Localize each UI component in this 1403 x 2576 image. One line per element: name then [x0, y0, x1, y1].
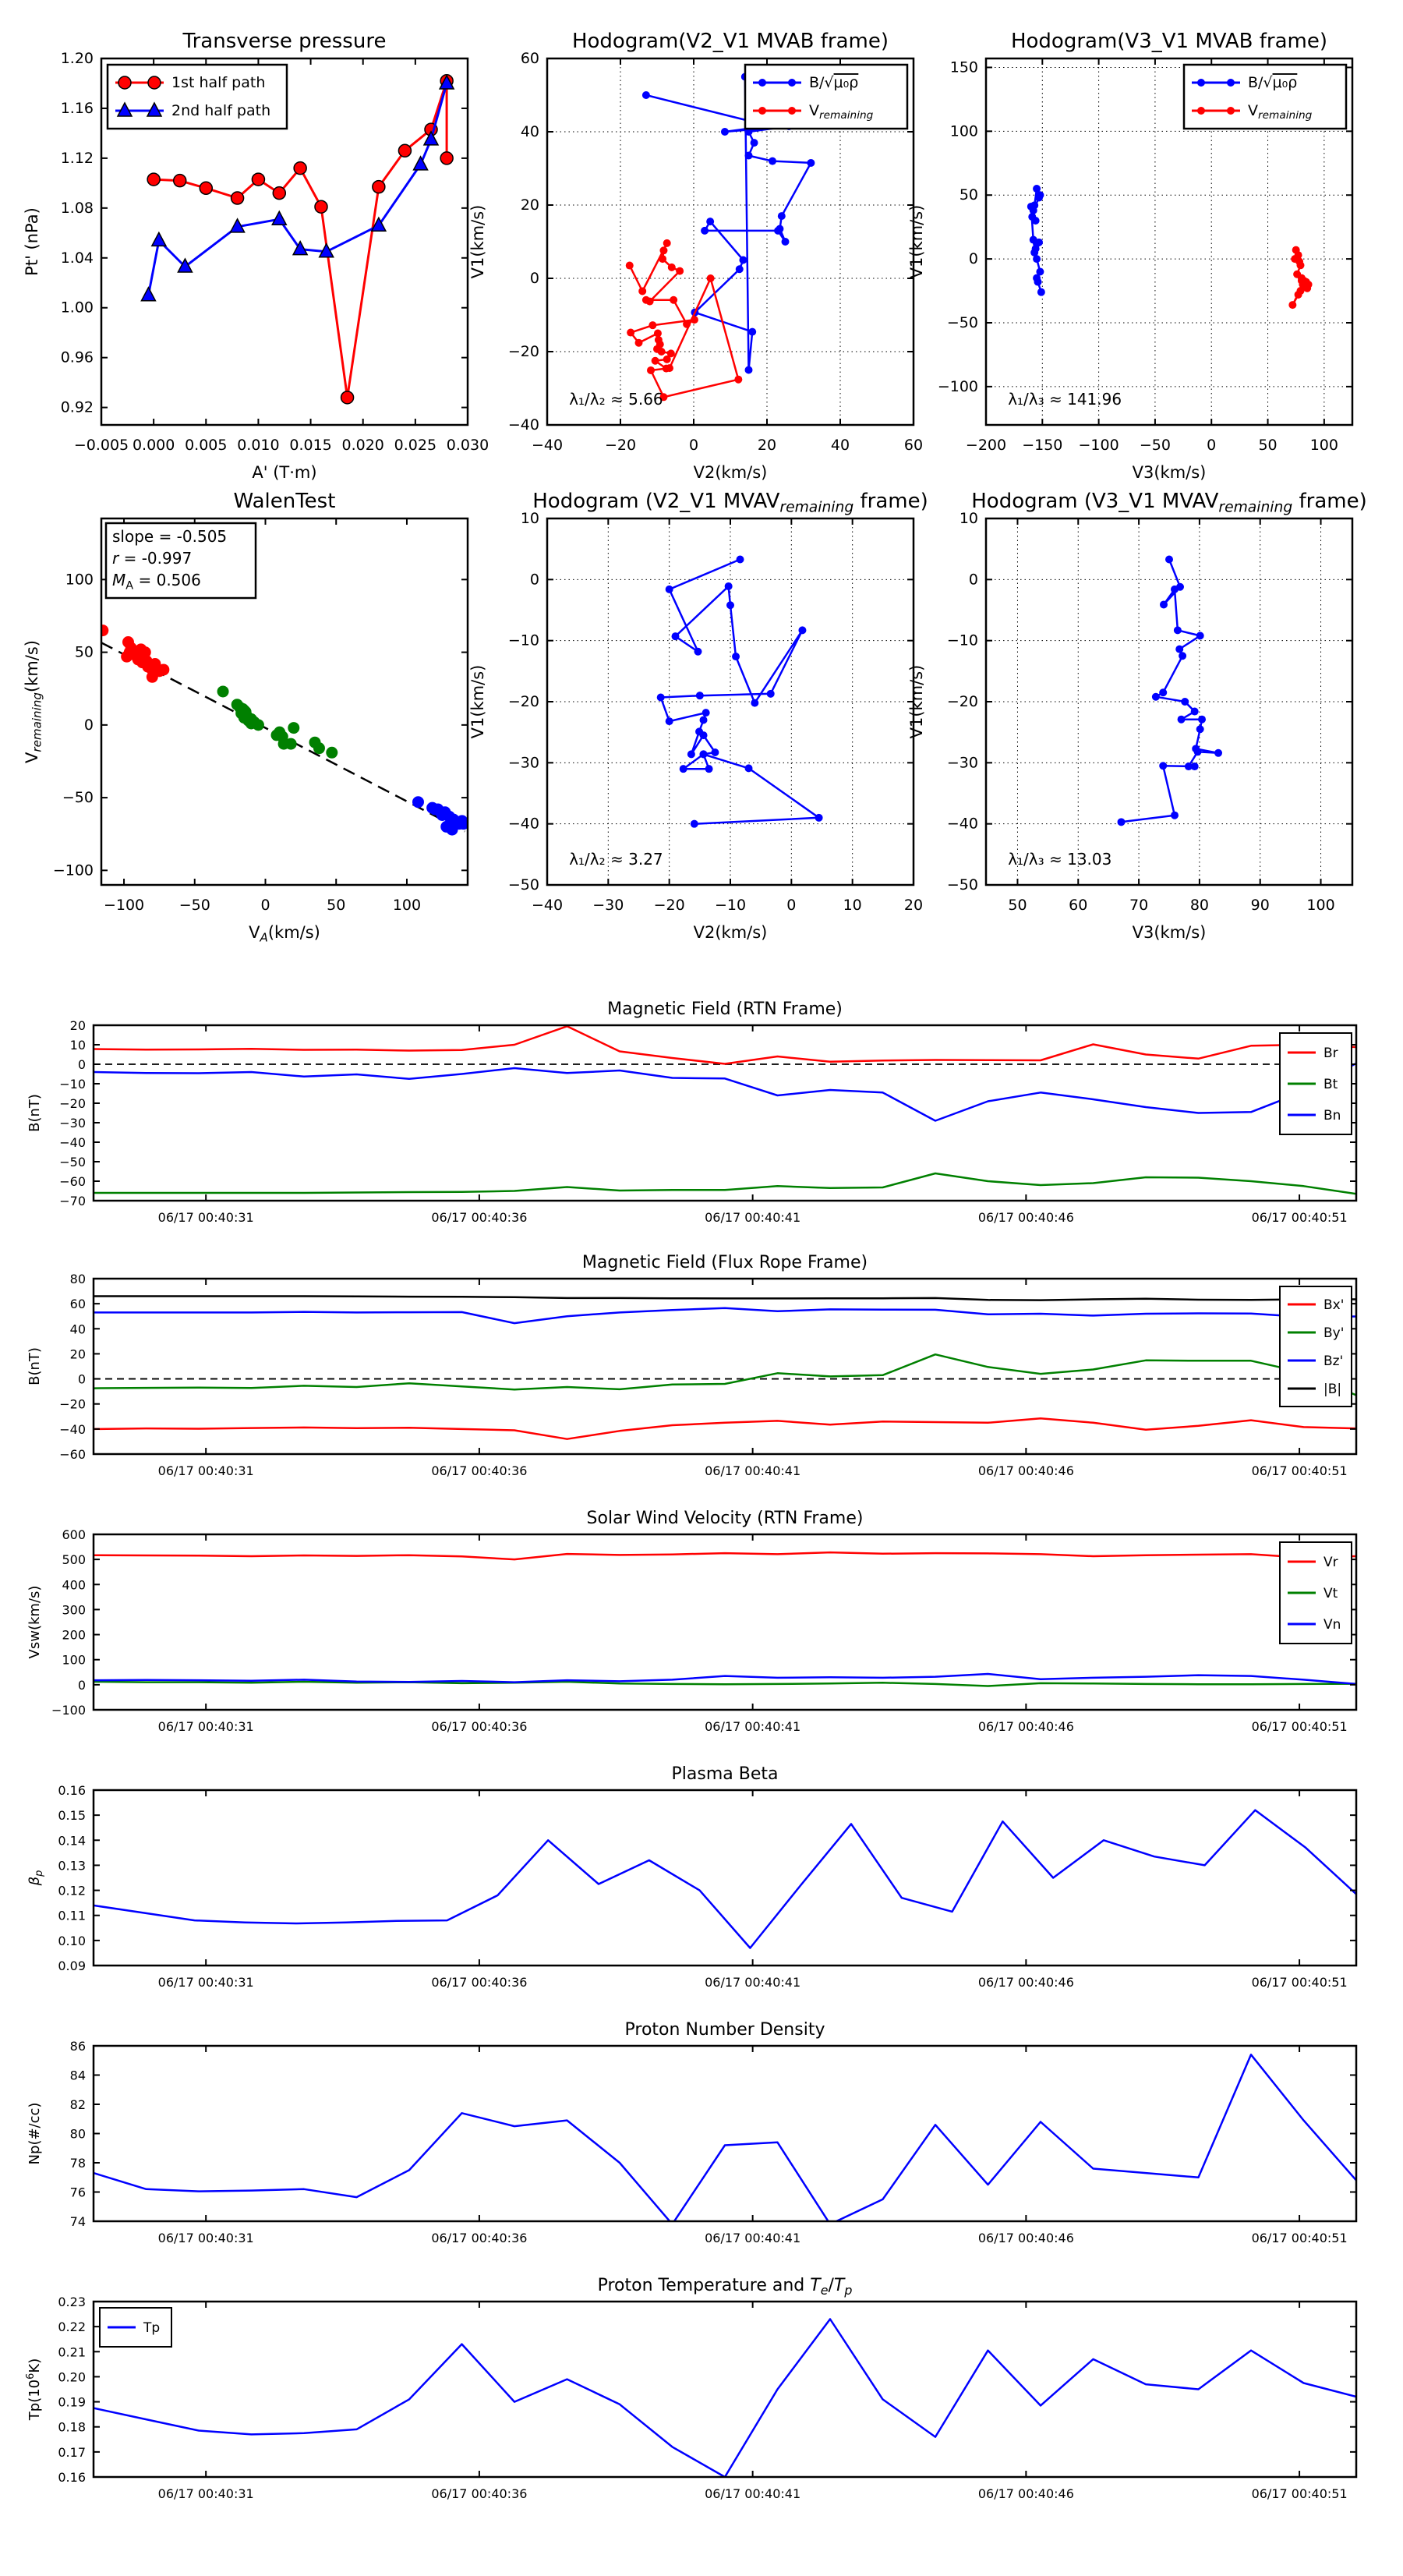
lambda-annotation: λ₁/λ₂ ≈ 3.27 [569, 850, 663, 869]
x-tick-label: 100 [392, 897, 422, 914]
plot-title: Plasma Beta [671, 1764, 779, 1784]
y-tick-label: −20 [507, 693, 539, 710]
x-tick-label: −50 [178, 897, 210, 914]
y-tick-label: 80 [69, 2126, 86, 2142]
y-tick-label: 0 [77, 1677, 86, 1693]
y-tick-label: 0 [77, 1057, 86, 1072]
series-markers-V remaining [1288, 246, 1312, 309]
y-tick-label: 10 [69, 1038, 86, 1053]
legend [1280, 1033, 1352, 1134]
x-tick-label: 06/17 00:40:31 [157, 2486, 254, 2501]
x-tick-label: 06/17 00:40:41 [705, 1210, 801, 1225]
y-tick-label: 50 [74, 643, 94, 661]
legend-label: Br [1323, 1046, 1338, 1061]
series-group [1027, 185, 1313, 309]
x-tick-label: 40 [830, 437, 850, 454]
series-line-Bz' [94, 1308, 1356, 1323]
x-axis-label: A' (T·m) [252, 463, 317, 482]
y-axis-label: $V_{remaining}(km/s)$ [23, 639, 44, 764]
y-axis-label: B(nT) [27, 1094, 43, 1132]
y-tick-label: 20 [69, 1346, 86, 1362]
x-tick-label: 0 [786, 897, 797, 914]
x-axis-label: V2(km/s) [693, 463, 768, 482]
y-tick-label: −50 [507, 876, 539, 893]
y-tick-label: −100 [937, 377, 978, 395]
legend [1280, 1286, 1352, 1407]
legend-label: Bx' [1323, 1297, 1345, 1313]
x-tick-label: 0.000 [132, 437, 175, 454]
x-tick-label: 06/17 00:40:46 [977, 1719, 1074, 1734]
x-tick-label: 06/17 00:40:41 [705, 1975, 801, 1990]
plot-title: WalenTest [233, 490, 336, 513]
x-tick-label: 0.025 [394, 437, 437, 454]
plot-title: Magnetic Field (RTN Frame) [607, 1000, 843, 1019]
x-tick-label: 100 [1306, 897, 1335, 914]
x-tick-label: 0.010 [237, 437, 280, 454]
y-tick-label: 150 [949, 58, 978, 76]
y-tick-label: −20 [507, 343, 539, 360]
plot-frame [986, 518, 1352, 885]
x-tick-label: 06/17 00:40:51 [1251, 2231, 1348, 2245]
x-tick-label: −100 [103, 897, 145, 914]
plot-frame [94, 1790, 1356, 1966]
x-tick-label: 06/17 00:40:46 [977, 1463, 1074, 1478]
series-line-Tp [94, 2319, 1356, 2478]
y-tick-label: 0 [77, 1371, 86, 1387]
x-tick-label: 100 [1309, 437, 1338, 454]
x-tick-label: 06/17 00:40:31 [157, 1210, 254, 1225]
y-tick-label: 0.15 [58, 1808, 86, 1824]
x-tick-label: 06/17 00:40:36 [431, 1719, 528, 1734]
y-tick-label: 1.20 [60, 50, 94, 67]
plot-frame [94, 2302, 1356, 2477]
x-tick-label: 70 [1129, 897, 1149, 914]
plot-frame [547, 518, 914, 885]
series-line-Bx' [94, 1418, 1356, 1439]
y-tick-label: −40 [507, 416, 539, 433]
y-tick-label: −40 [507, 815, 539, 833]
x-tick-label: 0.030 [446, 437, 489, 454]
plot-hodogram-v3v1-mvab [907, 30, 1352, 482]
x-tick-label: 06/17 00:40:31 [157, 1463, 254, 1478]
x-tick-label: 60 [903, 437, 924, 454]
y-tick-label: −20 [59, 1396, 86, 1412]
y-tick-label: −40 [59, 1135, 86, 1150]
x-tick-label: −20 [653, 897, 685, 914]
x-tick-label: 06/17 00:40:51 [1251, 1719, 1348, 1734]
series-line-Vt [94, 1682, 1356, 1686]
y-tick-label: −40 [946, 815, 978, 833]
x-tick-label: −200 [965, 437, 1007, 454]
y-tick-label: 78 [69, 2156, 86, 2171]
x-tick-label: 06/17 00:40:51 [1251, 1463, 1348, 1478]
x-tick-label: 06/17 00:40:36 [431, 1463, 528, 1478]
y-tick-label: 0 [529, 571, 539, 589]
y-tick-label: 0.09 [58, 1959, 86, 1973]
y-tick-label: 0.21 [58, 2344, 86, 2360]
legend-label: $V_{remaining}$ [809, 102, 874, 122]
plot-title: Transverse pressure [182, 30, 387, 53]
series-group [94, 2054, 1356, 2224]
y-tick-label: −10 [946, 632, 978, 649]
x-tick-label: −30 [592, 897, 624, 914]
y-tick-label: 100 [62, 1652, 86, 1668]
x-tick-label: 06/17 00:40:31 [157, 1719, 254, 1734]
x-tick-label: 06/17 00:40:46 [977, 2486, 1074, 2501]
series-line-Bt [94, 1173, 1356, 1194]
legend-label: Bt [1323, 1077, 1338, 1092]
series-markers-V remaining hodogram [657, 555, 823, 827]
x-tick-label: 0.015 [289, 437, 332, 454]
legend-label: Bn [1323, 1108, 1341, 1123]
series-markers-last-interval [412, 796, 469, 835]
y-axis-label: V1(km/s) [907, 664, 926, 739]
y-tick-label: −100 [52, 862, 94, 879]
plot-walen-test [23, 490, 469, 945]
legend [1280, 1542, 1352, 1644]
y-tick-label: 100 [65, 571, 94, 589]
y-tick-label: 100 [949, 122, 978, 140]
y-axis-label: $\beta_p$ [27, 1870, 45, 1886]
y-tick-label: 40 [69, 1322, 86, 1337]
plot-title: Hodogram(V3_V1 MVAB frame) [1010, 30, 1328, 53]
y-tick-label: 50 [959, 186, 978, 204]
stats-line: $M_A = 0.506$ [112, 571, 201, 593]
x-tick-label: 06/17 00:40:51 [1251, 1975, 1348, 1990]
plot-title: Hodogram (V3_V1 $MVAV_{remaining}$ frame) [971, 490, 1367, 516]
plot-plasma-beta [27, 1764, 1356, 1990]
x-tick-label: 90 [1250, 897, 1270, 914]
x-tick-label: −100 [1078, 437, 1119, 454]
y-tick-label: 0.11 [58, 1908, 86, 1923]
lambda-annotation: λ₁/λ₃ ≈ 13.03 [1008, 850, 1112, 869]
legend-label: 1st half path [171, 74, 266, 91]
y-tick-label: 74 [69, 2214, 86, 2229]
x-tick-label: −40 [531, 437, 564, 454]
x-tick-label: −0.005 [73, 437, 129, 454]
x-tick-label: −10 [714, 897, 747, 914]
y-tick-label: 84 [69, 2068, 86, 2083]
y-axis-label: Vsw(km/s) [27, 1585, 43, 1659]
legend-label: |B| [1323, 1382, 1342, 1397]
y-tick-label: 200 [62, 1627, 86, 1643]
legend-label: Bz' [1323, 1353, 1344, 1369]
legend-label: Vt [1323, 1586, 1338, 1601]
x-axis-label: V3(km/s) [1132, 923, 1207, 942]
y-tick-label: −60 [59, 1174, 86, 1189]
series-line-Bn [94, 1063, 1356, 1121]
x-tick-label: 06/17 00:40:51 [1251, 2486, 1348, 2501]
y-tick-label: −60 [59, 1447, 86, 1462]
y-tick-label: 0 [968, 571, 978, 589]
series-markers-B/sqrt(mu0 rho) [1027, 185, 1045, 296]
series-markers-first-interval [97, 625, 169, 683]
legend-label: $V_{remaining}$ [1248, 102, 1313, 122]
y-tick-label: 1.16 [60, 99, 94, 117]
y-tick-label: 20 [520, 196, 539, 214]
series-group [94, 1297, 1356, 1439]
lambda-annotation: λ₁/λ₂ ≈ 5.66 [569, 390, 663, 409]
series-markers-middle-interval [217, 685, 338, 758]
x-tick-label: 06/17 00:40:41 [705, 2486, 801, 2501]
plot-title: Proton Temperature and $T_e/T_p$ [597, 2276, 853, 2298]
plot-hodogram-v3v1-mvav [907, 490, 1367, 942]
x-tick-label: 20 [903, 897, 924, 914]
y-tick-label: 0.19 [58, 2394, 86, 2410]
series-line-|B| [94, 1297, 1356, 1300]
series-group [94, 1026, 1356, 1194]
y-tick-label: 80 [69, 1272, 86, 1286]
y-tick-label: −70 [59, 1194, 86, 1208]
y-tick-label: 1.12 [60, 149, 94, 167]
legend-label: Vn [1323, 1617, 1341, 1633]
x-tick-label: 06/17 00:40:41 [705, 1719, 801, 1734]
y-tick-label: 1.08 [60, 199, 94, 217]
y-tick-label: 0.22 [58, 2319, 86, 2335]
x-tick-label: 50 [1008, 897, 1027, 914]
y-tick-label: 1.04 [60, 249, 94, 267]
legend [108, 65, 287, 129]
y-tick-label: 20 [69, 1018, 86, 1033]
y-axis-label: Pt' (nPa) [23, 207, 41, 276]
plot-mag-rtn [27, 1000, 1356, 1225]
plot-title: Hodogram (V2_V1 $MVAV_{remaining}$ frame) [532, 490, 928, 516]
legend-label: B/√μ₀ρ [1248, 74, 1298, 91]
series-line-By' [94, 1354, 1356, 1395]
y-tick-label: −40 [59, 1421, 86, 1437]
y-axis-label: V1(km/s) [907, 204, 926, 279]
y-tick-label: 40 [520, 123, 539, 140]
y-axis-label: V1(km/s) [468, 664, 487, 739]
y-tick-label: 10 [520, 510, 539, 527]
y-tick-label: 1.00 [60, 299, 94, 317]
lambda-annotation: λ₁/λ₃ ≈ 141.96 [1008, 390, 1122, 409]
y-tick-label: 60 [69, 1297, 86, 1312]
x-tick-label: 50 [1258, 437, 1278, 454]
legend-label: By' [1323, 1325, 1345, 1341]
y-tick-label: 0.16 [58, 2470, 86, 2485]
series-group [94, 2319, 1356, 2478]
x-tick-label: 80 [1189, 897, 1210, 914]
series-group [94, 1810, 1356, 1948]
series-line-V remaining hodogram [1122, 560, 1219, 823]
x-tick-label: 06/17 00:40:41 [705, 2231, 801, 2245]
legend [100, 2308, 171, 2347]
y-tick-label: −20 [946, 693, 978, 710]
x-axis-label: $V_A(km/s)$ [249, 923, 320, 945]
y-axis-label: $Tp(10^6K)$ [25, 2358, 43, 2421]
y-tick-label: −30 [507, 754, 539, 772]
y-tick-label: 0.17 [58, 2444, 86, 2460]
series-line-V remaining [630, 243, 739, 397]
plot-title: Solar Wind Velocity (RTN Frame) [586, 1509, 864, 1528]
x-tick-label: 0.005 [185, 437, 228, 454]
y-tick-label: 76 [69, 2185, 86, 2200]
y-tick-label: 0.13 [58, 1858, 86, 1874]
y-axis-label: Np(#/cc) [27, 2102, 43, 2165]
x-tick-label: 06/17 00:40:46 [977, 1210, 1074, 1225]
x-tick-label: 0.020 [341, 437, 384, 454]
y-axis-label: V1(km/s) [468, 204, 487, 279]
x-tick-label: 06/17 00:40:41 [705, 1463, 801, 1478]
y-tick-label: 0 [83, 716, 94, 734]
y-tick-label: −30 [59, 1116, 86, 1131]
y-tick-label: 500 [62, 1552, 86, 1568]
x-tick-label: 06/17 00:40:46 [977, 1975, 1074, 1990]
x-tick-label: 06/17 00:40:51 [1251, 1210, 1348, 1225]
x-axis-label: V2(km/s) [693, 923, 768, 942]
x-tick-label: 0 [260, 897, 270, 914]
series-line-Vr [94, 1552, 1356, 1559]
x-tick-label: −20 [604, 437, 637, 454]
y-tick-label: −50 [59, 1155, 86, 1169]
plot-transverse-pressure [23, 30, 489, 482]
y-tick-label: −100 [51, 1703, 86, 1718]
y-tick-label: 0 [968, 250, 978, 268]
x-tick-label: −150 [1022, 437, 1063, 454]
y-tick-label: 82 [69, 2097, 86, 2112]
series-group [97, 625, 469, 836]
y-tick-label: −30 [946, 754, 978, 772]
legend [1184, 65, 1346, 129]
plot-vsw [27, 1509, 1356, 1734]
plot-proton-temperature [25, 2276, 1356, 2501]
y-tick-label: −20 [59, 1096, 86, 1111]
y-tick-label: 0 [529, 270, 539, 287]
x-tick-label: −50 [1139, 437, 1171, 454]
legend [745, 65, 907, 129]
y-tick-label: 86 [69, 2039, 86, 2054]
series-group [657, 555, 823, 827]
y-tick-label: 0.96 [60, 349, 94, 366]
series-group [94, 1552, 1356, 1686]
y-tick-label: 0.23 [58, 2295, 86, 2309]
x-tick-label: 50 [327, 897, 346, 914]
y-tick-label: 300 [62, 1602, 86, 1618]
x-tick-label: 06/17 00:40:46 [977, 2231, 1074, 2245]
x-tick-label: 0 [688, 437, 699, 454]
x-tick-label: 06/17 00:40:36 [431, 1975, 528, 1990]
y-tick-label: 600 [62, 1527, 86, 1542]
x-tick-label: 10 [843, 897, 862, 914]
y-axis-label: B(nT) [27, 1347, 43, 1385]
plot-mag-fluxrope [27, 1253, 1356, 1478]
x-tick-label: −40 [531, 897, 564, 914]
y-tick-label: −10 [507, 632, 539, 649]
series-line-V remaining hodogram [661, 560, 819, 824]
x-tick-label: 0 [1207, 437, 1217, 454]
x-tick-label: 06/17 00:40:36 [431, 2231, 528, 2245]
series-group [1118, 555, 1223, 826]
legend-label: Tp [143, 2320, 161, 2336]
legend-label: 2nd half path [171, 102, 271, 119]
stats-line: r = -0.997 [112, 549, 193, 568]
y-tick-label: 400 [62, 1577, 86, 1593]
y-tick-label: −50 [62, 789, 94, 807]
y-tick-label: 0.92 [60, 398, 94, 416]
y-tick-label: −10 [59, 1077, 86, 1092]
x-tick-label: 06/17 00:40:36 [431, 1210, 528, 1225]
plot-frame [94, 1025, 1356, 1201]
legend-label: Vr [1323, 1555, 1338, 1570]
x-tick-label: 20 [757, 437, 777, 454]
y-tick-label: 0.20 [58, 2369, 86, 2385]
y-tick-label: 10 [959, 510, 978, 527]
y-tick-label: 60 [520, 50, 539, 67]
plot-hodogram-v2v1-mvab [468, 30, 923, 482]
legend-label: B/√μ₀ρ [809, 74, 859, 91]
plot-title: Magnetic Field (Flux Rope Frame) [581, 1253, 868, 1272]
y-tick-label: −50 [946, 313, 978, 331]
series-line-beta_p [94, 1810, 1356, 1948]
x-tick-label: 06/17 00:40:31 [157, 2231, 254, 2245]
y-tick-label: 0.16 [58, 1783, 86, 1798]
series-line-Br [94, 1026, 1356, 1063]
x-tick-label: 60 [1069, 897, 1088, 914]
y-tick-label: 0.12 [58, 1883, 86, 1898]
x-tick-label: 06/17 00:40:31 [157, 1975, 254, 1990]
plot-title: Hodogram(V2_V1 MVAB frame) [571, 30, 889, 53]
plot-proton-density [27, 2020, 1356, 2245]
series-line-Np [94, 2054, 1356, 2224]
x-tick-label: 06/17 00:40:36 [431, 2486, 528, 2501]
plot-frame [94, 2046, 1356, 2221]
y-tick-label: 0.18 [58, 2419, 86, 2435]
y-tick-label: 0.14 [58, 1833, 86, 1849]
plot-title: Proton Number Density [624, 2020, 825, 2040]
stats-line: slope = -0.505 [112, 527, 228, 546]
x-axis-label: V3(km/s) [1132, 463, 1207, 482]
y-tick-label: −50 [946, 876, 978, 893]
y-tick-label: 0.10 [58, 1933, 86, 1948]
plot-hodogram-v2v1-mvav [468, 490, 928, 942]
